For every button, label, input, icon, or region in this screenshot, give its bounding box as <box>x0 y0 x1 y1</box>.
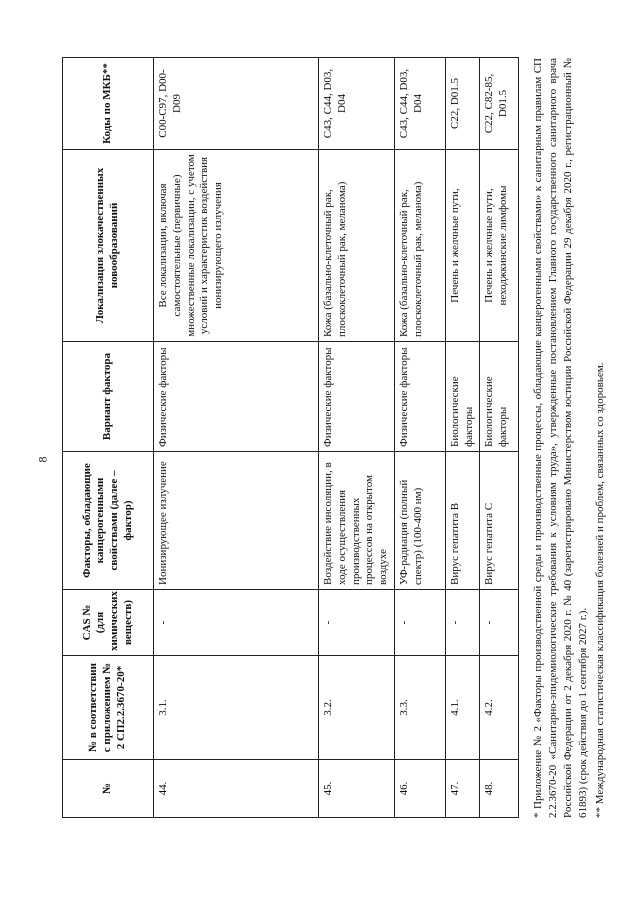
header-cas-number: CAS № (для химических веществ) <box>63 590 154 656</box>
table-row <box>394 58 445 818</box>
cell-factor: Ионизирующее излучение <box>154 452 319 590</box>
page-content <box>62 58 609 818</box>
table-row <box>480 58 519 818</box>
cell-codes: C43, C44, D03, D04 <box>394 58 445 150</box>
cell-variant: Физические факторы <box>394 342 445 452</box>
cell-localization: Кожа (базально-клеточный рак, плоскоклеточный рак, меланома) <box>319 150 395 342</box>
cell-localization: Печень и желчные пути, <box>445 150 480 342</box>
cell-localization: Кожа (базально-клеточный рак, плоскоклеточный рак, меланома) <box>394 150 445 342</box>
cell-annex: 4.2. <box>480 656 519 760</box>
cell-cas: - <box>154 590 319 656</box>
cell-localization: Печень и желчные пути, неходжкинские лимфомы <box>480 150 519 342</box>
cell-cas: - <box>319 590 395 656</box>
cell-number: 46. <box>394 760 445 818</box>
cell-number: 45. <box>319 760 395 818</box>
cell-codes: C22, C82-85, D01.5 <box>480 58 519 150</box>
cell-annex: 3.3. <box>394 656 445 760</box>
cell-localization: Все локализации, включая самостоятельные (первичные) множественные локализации, с учетом условий и характеристик воздействия ионизирующего излучения <box>154 150 319 342</box>
header-annex-number: № в соответствии с приложением № 2 СП2.2.3670-20* <box>63 656 154 760</box>
cell-variant: Биологические факторы <box>445 342 480 452</box>
cell-codes: C22, D01.5 <box>445 58 480 150</box>
cell-annex: 4.1. <box>445 656 480 760</box>
cell-factor: Вирус гепатита C <box>480 452 519 590</box>
cell-number: 44. <box>154 760 319 818</box>
header-variant: Вариант фактора <box>63 342 154 452</box>
cell-annex: 3.1. <box>154 656 319 760</box>
table-row <box>154 58 319 818</box>
cell-factor: Вирус гепатита B <box>445 452 480 590</box>
footnote-icd: ** Международная статистическая классификация болезней и проблем, связанных со здоровьем. <box>593 362 606 818</box>
cell-variant: Физические факторы <box>319 342 395 452</box>
carcinogen-factors-table <box>62 57 519 818</box>
cell-factor: Воздействие инсоляции, в ходе осуществления производственных процессов на открытом воздухе <box>319 452 395 590</box>
header-localization: Локализация злокачественных новообразований <box>63 150 154 342</box>
cell-codes: C43, C44, D03, D04 <box>319 58 395 150</box>
cell-variant: Физические факторы <box>154 342 319 452</box>
page-number: 8 <box>35 456 50 463</box>
header-number: № <box>63 760 154 818</box>
cell-factor: УФ-радиация (полный спектр) (100-400 нм) <box>394 452 445 590</box>
cell-annex: 3.2. <box>319 656 395 760</box>
cell-cas: - <box>394 590 445 656</box>
cell-cas: - <box>480 590 519 656</box>
table-header-row <box>63 58 154 818</box>
cell-variant: Биологические факторы <box>480 342 519 452</box>
header-icd-codes: Коды по МКБ** <box>63 58 154 150</box>
table-row <box>445 58 480 818</box>
cell-number: 48. <box>480 760 519 818</box>
cell-codes: C00-C97, D00-D09 <box>154 58 319 150</box>
footnote-annex: * Приложение № 2 «Факторы производственной среды и производственные процессы, обладающие канцерогенными свойствами» к санитарным правилам СП 2.2.3670-20 «Санитарно-эпидемиологические требования к условиям труда», утвержденные постановлением Главного государственного санитарного врача Российской Федерации от 2 декабря 2020 г. № 40 (зарегистрировано Министерством юстиции Российской Федерации 29 декабря 2020 г., регистрационный № 61893) (срок действия до 1 сентября 2027 г.). <box>532 58 589 818</box>
header-factor: Факторы, обладающие канцерогенными свойствами (далее – фактор) <box>63 452 154 590</box>
footnotes <box>531 58 607 818</box>
table-row <box>319 58 395 818</box>
cell-cas: - <box>445 590 480 656</box>
cell-number: 47. <box>445 760 480 818</box>
